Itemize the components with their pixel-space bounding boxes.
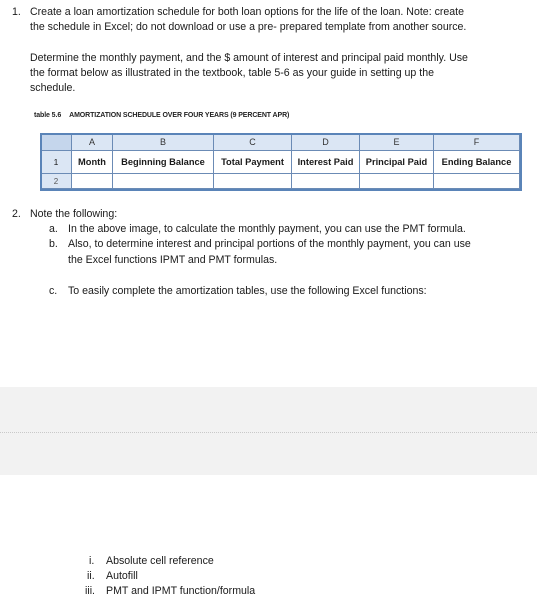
table-caption-title: AMORTIZATION SCHEDULE OVER FOUR YEARS (9 PERCENT APR) [69,112,290,119]
q1-line-1: Create a loan amortization schedule for both loan options for the life of the loan. Note: create [30,6,465,18]
amortization-spreadsheet [40,133,520,189]
cell-r2-c [214,174,292,189]
cell-beginning-balance: Beginning Balance [113,151,214,174]
row-number-1: 1 [41,151,72,174]
cell-r2-e [360,174,434,189]
col-header-e: E [360,134,434,151]
cell-r2-b [113,174,214,189]
dotted-divider [0,432,537,433]
roman-marker-1: i. [89,555,95,567]
q2-a-text: In the above image, to calculate the monthly payment, you can use the PMT formula. [68,223,466,235]
blank-gray-band [0,387,537,475]
q2-intro: Note the following: [30,208,118,220]
q2-c-marker: c. [49,285,58,297]
q1-number: 1. [12,6,21,18]
col-header-d: D [292,134,360,151]
row-number-2: 2 [41,174,72,189]
cell-interest-paid: Interest Paid [292,151,360,174]
q1-line-2: the schedule in Excel; do not download or use a pre- prepared template from another source. [30,21,467,33]
q2-b-line-1: Also, to determine interest and principal portions of the monthly payment, you can use [68,238,471,250]
roman-marker-2: ii. [87,570,95,582]
cell-month: Month [72,151,113,174]
cell-principal-paid: Principal Paid [360,151,434,174]
cell-r2-d [292,174,360,189]
cell-total-payment: Total Payment [214,151,292,174]
cell-r2-a [72,174,113,189]
q1-para2-line-3: schedule. [30,82,76,94]
q2-number: 2. [12,208,21,220]
col-header-b: B [113,134,214,151]
q2-b-marker: b. [49,238,58,250]
q1-para2-line-1: Determine the monthly payment, and the $ amount of interest and principal paid monthly. Use [30,52,468,64]
roman-item-3: PMT and IPMT function/formula [106,585,256,597]
corner-cell [41,134,72,151]
q1-para2-line-2: the format below as illustrated in the textbook, table 5-6 as your guide in setting up the [30,67,434,79]
cell-r2-f [434,174,520,189]
q2-c-text: To easily complete the amortization tables, use the following Excel functions: [68,285,427,297]
col-header-f: F [434,134,520,151]
roman-marker-3: iii. [85,585,96,597]
table-caption [34,112,297,119]
q2-a-marker: a. [49,223,58,235]
roman-item-1: Absolute cell reference [106,555,214,567]
col-header-c: C [214,134,292,151]
col-header-a: A [72,134,113,151]
q2-b-line-2: the Excel functions IPMT and PMT formulas. [68,254,278,266]
cell-ending-balance: Ending Balance [434,151,520,174]
table-caption-label: table 5.6 [34,112,62,119]
roman-item-2: Autofill [106,570,138,582]
